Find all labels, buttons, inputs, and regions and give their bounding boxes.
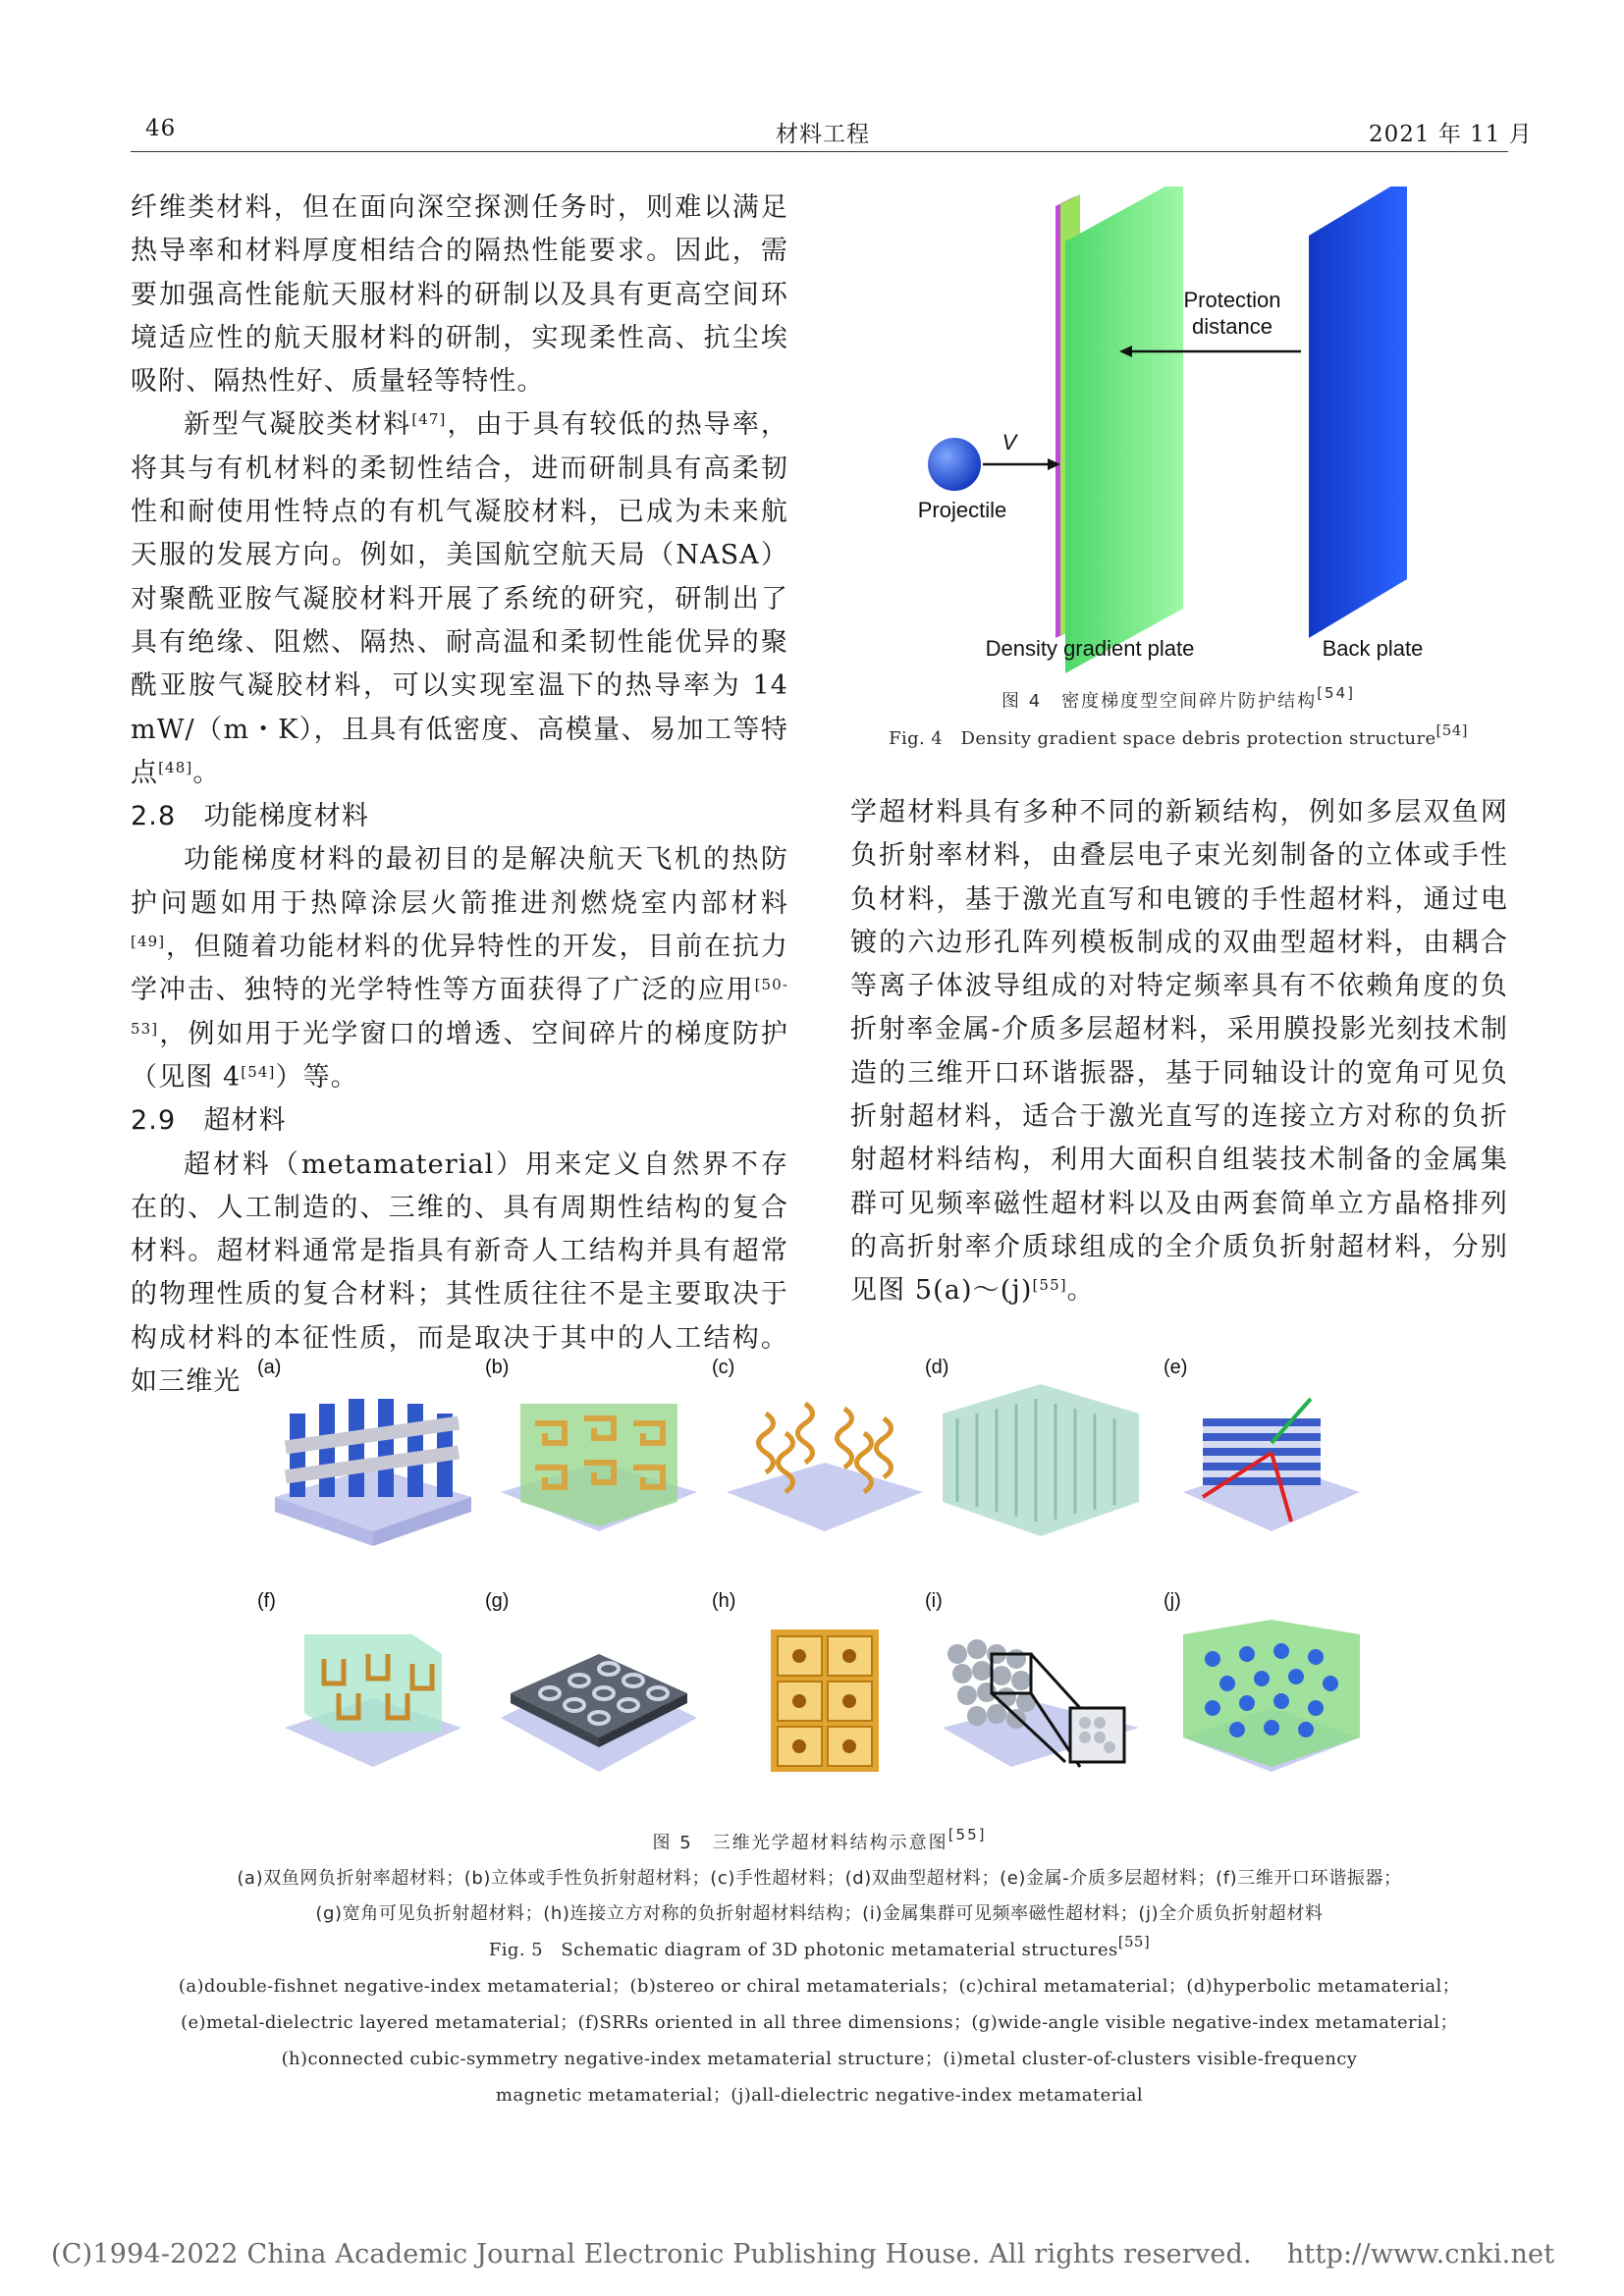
paragraph: 超材料（metamaterial）用来定义自然界不存在的、人工制造的、三维的、具有周期性结构的复合材料。超材料通常是指具有新奇人工结构并具有超常的物理性质的复合材料；其性质往往不是主要取决于构成材料的本征性质，而是取决于其中的人工结构。如三维光	[131, 1148, 788, 1398]
journal-title: 材料工程	[776, 122, 870, 147]
panel-i-image	[933, 1610, 1144, 1787]
panel-label-h: (h)	[712, 1590, 736, 1612]
back-plate	[1309, 187, 1407, 638]
panel-label-g: (g)	[485, 1590, 510, 1612]
panel-label-j: (j)	[1164, 1590, 1181, 1612]
paragraph: 学超材料具有多种不同的新颖结构，例如多层双鱼网负折射率材料，由叠层电子束光刻制备的立体或手性负材料，基于激光直写和电镀的手性超材料，通过电镀的六边形孔阵列模板制成的双曲型超材料，由耦合等离子体波导组成的对特定频率具有不依赖角度的负折射率金属-介质多层超材料，采用膜投影光刻技术制造的三维开口环谐振器，基于同轴设计的宽角可见负折射超材料，适合于激光直写的连接立方对称的负折射超材料结构，利用大面积自组装技术制备的金属集群可见频率磁性超材料以及由两套简单立方晶格排列的高折射率介质球组成的全介质负折射超材料，分别见图 5(a)～(j)[55]。	[850, 797, 1508, 1307]
panel-label-d: (d)	[925, 1357, 949, 1378]
projectile-sphere	[928, 438, 981, 491]
citation[interactable]: [50-53]	[131, 976, 788, 1038]
issue-date: 2021 年 11 月	[1369, 122, 1533, 147]
paragraph: 新型气凝胶类材料[47]，由于具有较低的热导率，将其与有机材料的柔韧性结合，进而研制具有高柔韧性和耐使用性特点的有机气凝胶材料，已成为未来航天服的发展方向。例如，美国航空航天局（NASA）对聚酰亚胺气凝胶材料开展了系统的研究，研制出了具有绝缘、阻燃、隔热、耐高温和柔韧性能优异的聚酰亚胺气凝胶材料，可以实现室温下的热导率为 14 mW/（m・K），且具有低密度、高模量、易加工等特点[48]。	[131, 409, 788, 788]
section-heading-2-9: 2.9 超材料	[131, 1105, 287, 1137]
figure-5-caption-cn: 图 5 三维光学超材料结构示意图[55]	[652, 1826, 987, 1853]
figure-5-caption-cn-line1: (a)双鱼网负折射率超材料；(b)立体或手性负折射超材料；(c)手性超材料；(d)双曲型超材料；(e)金属-介质多层超材料；(f)三维开口环谐振器；	[237, 1868, 1402, 1889]
panel-label-f: (f)	[257, 1590, 276, 1612]
figure-5-caption-en-line3: (h)connected cubic-symmetry negative-index metamaterial structure；(i)metal cluster-of-clusters visible-frequency	[281, 2049, 1358, 2069]
figure-4-caption-cn: 图 4 密度梯度型空间碎片防护结构[54]	[1001, 684, 1355, 712]
figure-5-caption-en-line4: magnetic metamaterial；(j)all-dielectric negative-index metamaterial	[495, 2085, 1144, 2106]
density-gradient-plate	[1065, 187, 1183, 673]
citation[interactable]: [55]	[1032, 1276, 1067, 1295]
panel-label-b: (b)	[485, 1357, 510, 1378]
panel-d-image	[933, 1374, 1144, 1551]
citation[interactable]: [49]	[131, 933, 166, 951]
figure-5-caption-en-line1: (a)double-fishnet negative-index metamaterial；(b)stereo or chiral metamaterials；(c)chiral metamaterial；(d)hyperbolic metamaterial；	[178, 1976, 1461, 1997]
label-protection: Protection	[1183, 288, 1281, 312]
citation[interactable]: [47]	[411, 410, 447, 429]
paragraph: 功能梯度材料的最初目的是解决航天飞机的热防护问题如用于热障涂层火箭推进剂燃烧室内部材料[49]，但随着功能材料的优异特性的开发，目前在抗力学冲击、独特的光学特性等方面获得了广泛的应用[50-53]，例如用于光学窗口的增透、空间碎片的梯度防护（见图 4[54]）等。	[131, 844, 788, 1093]
label-back-plate: Back plate	[1322, 636, 1424, 661]
figure-4-diagram	[854, 187, 1502, 697]
figure-4-caption-en: Fig. 4 Density gradient space debris protection structure[54]	[889, 721, 1468, 749]
copyright-footer: (C)1994-2022 China Academic Journal Electronic Publishing House. All rights reserved. http://www.cnki.net	[51, 2239, 1555, 2269]
panel-label-a: (a)	[257, 1357, 282, 1378]
header-rule	[131, 151, 1508, 152]
panel-h-image	[717, 1610, 928, 1787]
page-number: 46	[145, 116, 177, 141]
figure-4	[854, 187, 1502, 697]
section-heading-2-8: 2.8 功能梯度材料	[131, 801, 369, 832]
figure-5-caption	[131, 1826, 1508, 2113]
panel-e-image	[1164, 1374, 1375, 1551]
right-column	[850, 791, 1508, 1313]
figure-5-caption-en: Fig. 5 Schematic diagram of 3D photonic metamaterial structures[55]	[488, 1933, 1151, 1960]
panel-j-image	[1164, 1610, 1375, 1787]
figure-5-caption-en-line2: (e)metal-dielectric layered metamaterial；(f)SRRs oriented in all three dimensions；(g)wide-angle visible negative-index metamaterial；	[181, 2012, 1458, 2033]
label-distance: distance	[1192, 314, 1272, 339]
figure-5-caption-cn-line2: (g)宽角可见负折射超材料；(h)连接立方对称的负折射超材料结构；(i)金属集群可见频率磁性超材料；(j)全介质负折射超材料	[315, 1903, 1324, 1924]
panel-label-e: (e)	[1164, 1357, 1188, 1378]
panel-label-i: (i)	[925, 1590, 943, 1612]
label-velocity: V	[1001, 430, 1017, 454]
citation[interactable]: [54]	[241, 1062, 276, 1081]
panel-label-c: (c)	[712, 1357, 735, 1378]
label-gradient-plate: Density gradient plate	[985, 636, 1195, 661]
citation[interactable]: [48]	[158, 758, 193, 776]
paragraph: 纤维类材料，但在面向深空探测任务时，则难以满足热导率和材料厚度相结合的隔热性能要求。因此，需要加强高性能航天服材料的研制以及具有更高空间环境适应性的航天服材料的研制，实现柔性高、抗尘埃吸附、隔热性好、质量轻等特性。	[131, 192, 788, 398]
label-projectile: Projectile	[917, 498, 1007, 522]
panel-g-image	[491, 1610, 702, 1787]
panel-f-image	[265, 1610, 476, 1787]
left-column	[131, 187, 788, 1404]
